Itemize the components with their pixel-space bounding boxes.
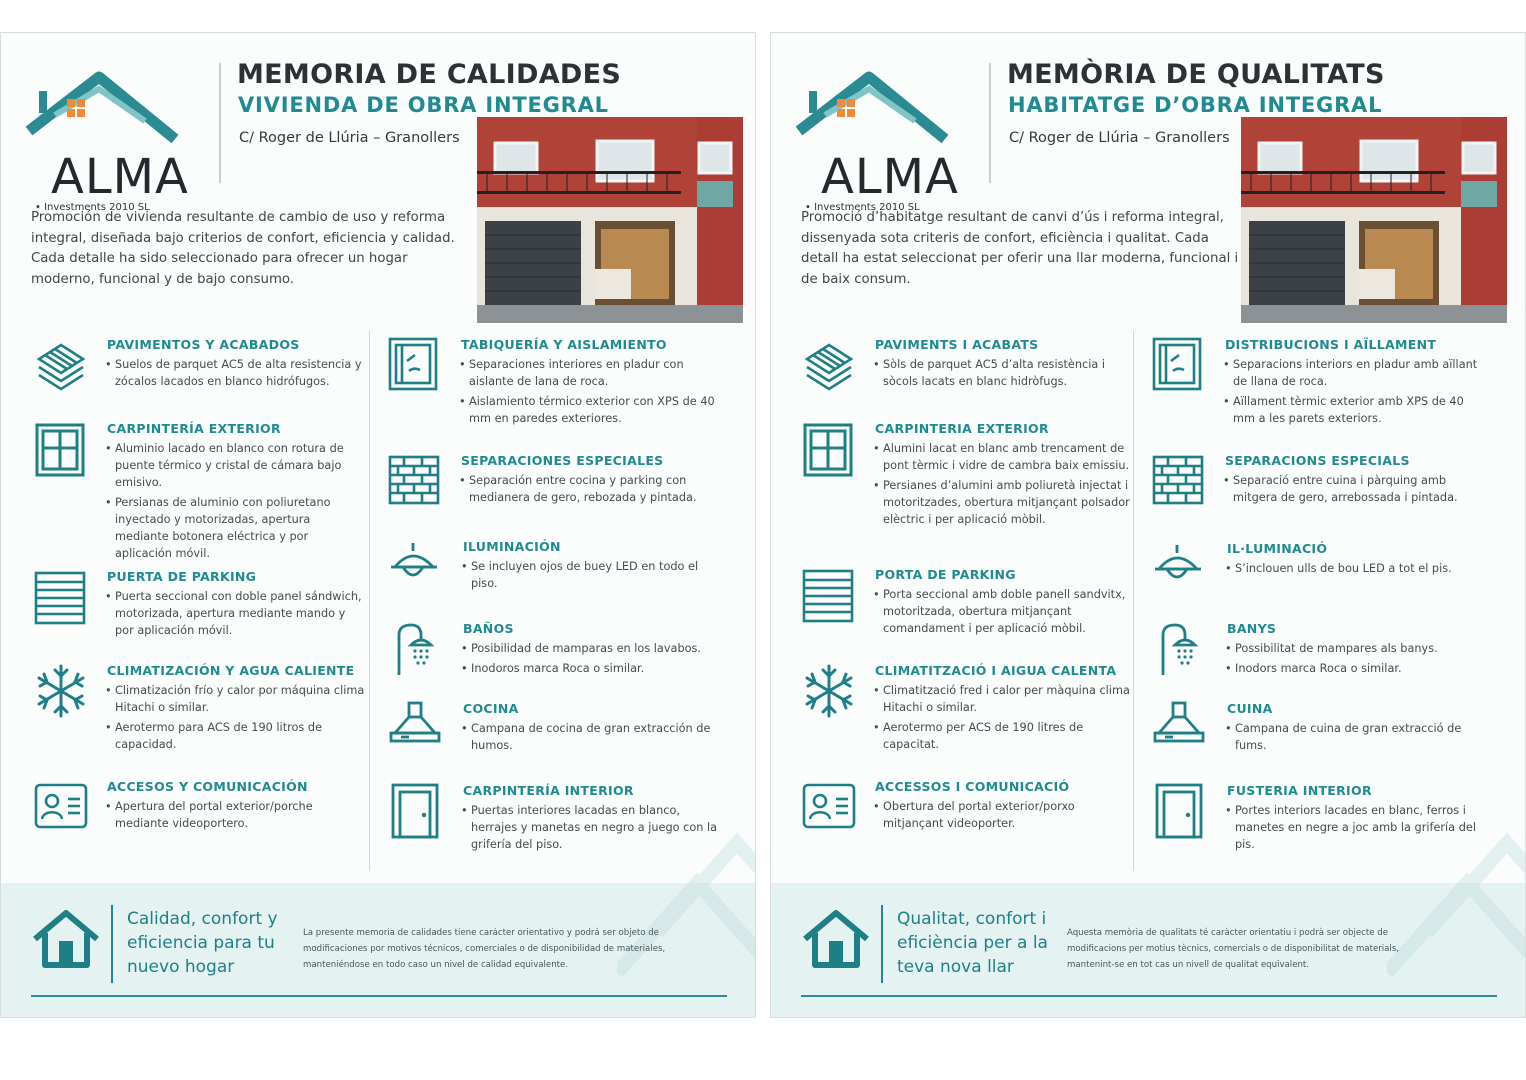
feature-title: COCINA bbox=[463, 701, 519, 716]
building-photo bbox=[477, 117, 743, 323]
partition-icon bbox=[1151, 337, 1207, 393]
feature-bullet: • Obertura del portal exterior/porxo mitjançant videoporter. bbox=[873, 798, 1135, 832]
feature-bullet: • Puertas interiores lacadas en blanco, herrajes y manetas en negro a juego con la grifería del piso. bbox=[461, 802, 723, 853]
footer-slogan: Calidad, confort y eficiencia para tu nuevo hogar bbox=[127, 909, 278, 977]
intro-paragraph: Promoción de vivienda resultante de cambio de uso y reforma integral, diseñada bajo criterios de confort, eficiencia y calidad. Cada detalle ha sido seleccionado para ofrecer un hogar moderno, funcional y de bajo consumo. bbox=[31, 210, 455, 287]
feature-bullet: • Inodors marca Roca o similar. bbox=[1225, 660, 1487, 677]
feature-bullet: • Climatización frío y calor por máquina clima Hitachi o similar. bbox=[105, 682, 367, 716]
feature-bullet: • Climatització fred i calor per màquina clima Hitachi o similar. bbox=[873, 682, 1135, 716]
feature-bullet: • Separaciones interiores en pladur con aislante de lana de roca. bbox=[459, 356, 721, 390]
feature-bullet: • Campana de cuina de gran extracció de fums. bbox=[1225, 720, 1487, 754]
feature-bullet: • Aluminio lacado en blanco con rotura de puente térmico y cristal de cámara bajo emisivo. bbox=[105, 440, 367, 491]
feature-title: CLIMATIZACIÓN Y AGUA CALIENTE bbox=[107, 663, 355, 678]
feature-title: CARPINTERÍA EXTERIOR bbox=[107, 421, 281, 436]
feature-bullet: • Campana de cocina de gran extracción de humos. bbox=[461, 720, 723, 754]
intercom-icon bbox=[801, 779, 857, 835]
feature-title: CARPINTERIA EXTERIOR bbox=[875, 421, 1049, 436]
snowflake-icon bbox=[33, 663, 89, 719]
feature-title: CUINA bbox=[1227, 701, 1273, 716]
brick-wall-icon bbox=[387, 453, 443, 509]
feature-bullet: • Separacions interiors en pladur amb aïllant de llana de roca. bbox=[1223, 356, 1485, 390]
feature-bullet: • S’inclouen ulls de bou LED a tot el pis. bbox=[1225, 560, 1487, 577]
feature-bullet: • Portes interiors lacades en blanc, ferros i manetes en negre a joc amb la grifería del pis. bbox=[1225, 802, 1487, 853]
feature-bullet: • Alumini lacat en blanc amb trencament de pont tèrmic i vidre de cambra baix emissiu. bbox=[873, 440, 1135, 474]
feature-title: SEPARACIONES ESPECIALES bbox=[461, 453, 664, 468]
shower-icon bbox=[1153, 621, 1209, 677]
footer-rule bbox=[31, 995, 727, 997]
brick-wall-icon bbox=[1151, 453, 1207, 509]
header-divider bbox=[989, 63, 991, 183]
feature-bullet: • Aerotermo per ACS de 190 litres de capacitat. bbox=[873, 719, 1135, 753]
feature-title: PAVIMENTOS Y ACABADOS bbox=[107, 337, 300, 352]
house-icon bbox=[801, 907, 871, 969]
feature-bullet: • Possibilitat de mampares als banys. bbox=[1225, 640, 1487, 657]
feature-title: PAVIMENTS I ACABATS bbox=[875, 337, 1039, 352]
feature-bullet: • Apertura del portal exterior/porche mediante videoportero. bbox=[105, 798, 367, 832]
window-icon bbox=[801, 421, 857, 477]
intro-paragraph: Promoció d’habitatge resultant de canvi d’ús i reforma integral, dissenyada sota criteris de confort, eficiència i qualitat. Cada detall ha estat seleccionat per oferir una llar moderna, funcional i de baix consum. bbox=[801, 210, 1239, 287]
parquet-icon bbox=[33, 337, 89, 393]
footer-rule bbox=[801, 995, 1497, 997]
feature-bullet: • Aislamiento térmico exterior con XPS de 40 mm en paredes exteriores. bbox=[459, 393, 721, 427]
feature-bullet: • Porta seccional amb doble panell sandvitx, motoritzada, obertura mitjançant comandament i per aplicació mòbil. bbox=[873, 586, 1135, 637]
partition-icon bbox=[387, 337, 443, 393]
footer-divider bbox=[111, 905, 113, 983]
snowflake-icon bbox=[801, 663, 857, 719]
logo-subtitle: • Investments 2010 SL bbox=[35, 202, 150, 213]
feature-bullet: • Aerotermo para ACS de 190 litros de capacidad. bbox=[105, 719, 367, 753]
feature-bullet: • Se incluyen ojos de buey LED en todo el piso. bbox=[461, 558, 723, 592]
ceiling-light-icon bbox=[389, 539, 445, 595]
door-icon bbox=[389, 783, 445, 839]
feature-title: ACCESOS Y COMUNICACIÓN bbox=[107, 779, 308, 794]
feature-title: TABIQUERÍA Y AISLAMIENTO bbox=[461, 337, 667, 352]
house-icon bbox=[31, 907, 101, 969]
feature-bullet: • Suelos de parquet AC5 de alta resistencia y zócalos lacados en blanco hidrófugos. bbox=[105, 356, 367, 390]
parquet-icon bbox=[801, 337, 857, 393]
garage-door-icon bbox=[801, 567, 857, 623]
cooker-hood-icon bbox=[1153, 701, 1209, 757]
logo-wordmark: ALMA bbox=[51, 149, 189, 205]
feature-bullet: • Posibilidad de mamparas en los lavabos. bbox=[461, 640, 723, 657]
feature-title: IL·LUMINACIÓ bbox=[1227, 541, 1328, 556]
header-divider bbox=[219, 63, 221, 183]
feature-title: CLIMATITZACIÓ I AIGUA CALENTA bbox=[875, 663, 1117, 678]
footer-slogan: Qualitat, confort i eficiència per a la teva nova llar bbox=[897, 909, 1048, 977]
address: C/ Roger de Llúria – Granollers bbox=[239, 130, 460, 146]
building-photo bbox=[1241, 117, 1507, 323]
feature-bullet: • Puerta seccional con doble panel sándwich, motorizada, apertura mediante mando y por aplicación móvil. bbox=[105, 588, 367, 639]
feature-title: BANYS bbox=[1227, 621, 1277, 636]
feature-bullet: • Separación entre cocina y parking con medianera de gero, rebozada y pintada. bbox=[459, 472, 721, 506]
quality-sheet-spanish bbox=[0, 32, 756, 1018]
feature-title: CARPINTERÍA INTERIOR bbox=[463, 783, 634, 798]
garage-door-icon bbox=[33, 569, 89, 625]
cooker-hood-icon bbox=[389, 701, 445, 757]
logo-subtitle: • Investments 2010 SL bbox=[805, 202, 920, 213]
feature-title: SEPARACIONS ESPECIALS bbox=[1225, 453, 1410, 468]
footer-disclaimer: La presente memoria de calidades tiene carácter orientativo y podrá ser objeto de modificaciones por motivos técnicos, comerciales o de disponibilidad de materiales, manteniéndose en todo caso un nivel de calidad equivalente. bbox=[303, 928, 666, 970]
feature-bullet: • Persianes d’alumini amb poliuretà injectat i motoritzades, obertura mitjançant polsador elèctric i per aplicació mòbil. bbox=[873, 477, 1135, 528]
feature-title: BAÑOS bbox=[463, 621, 514, 636]
footer-disclaimer: Aquesta memòria de qualitats té caràcter orientatiu i podrà ser objecte de modificacions per motius tècnics, comercials o de disponibilitat de materials, mantenint-se en tot cas un nivell de qualitat equivalent. bbox=[1067, 928, 1400, 970]
column-divider bbox=[369, 331, 370, 871]
window-icon bbox=[33, 421, 89, 477]
feature-title: ILUMINACIÓN bbox=[463, 539, 561, 554]
feature-bullet: • Separació entre cuina i pàrquing amb mitgera de gero, arrebossada i pintada. bbox=[1223, 472, 1485, 506]
footer-band bbox=[771, 883, 1526, 1018]
door-icon bbox=[1153, 783, 1209, 839]
logo-wordmark: ALMA bbox=[821, 149, 959, 205]
page-title: MEMORIA DE CALIDADES bbox=[237, 59, 622, 90]
feature-title: ACCESSOS I COMUNICACIÓ bbox=[875, 779, 1070, 794]
alma-logo bbox=[795, 69, 985, 219]
feature-bullet: • Aïllament tèrmic exterior amb XPS de 40 mm a les parets exteriors. bbox=[1223, 393, 1485, 427]
page-subtitle: VIVIENDA DE OBRA INTEGRAL bbox=[238, 93, 609, 117]
footer-divider bbox=[881, 905, 883, 983]
alma-logo bbox=[25, 69, 215, 219]
footer-band bbox=[1, 883, 756, 1018]
feature-bullet: • Inodoros marca Roca o similar. bbox=[461, 660, 723, 677]
feature-title: FUSTERIA INTERIOR bbox=[1227, 783, 1372, 798]
quality-sheet-catalan bbox=[770, 32, 1526, 1018]
page-title: MEMÒRIA DE QUALITATS bbox=[1007, 59, 1385, 90]
ceiling-light-icon bbox=[1153, 541, 1209, 597]
feature-title: PORTA DE PARKING bbox=[875, 567, 1016, 582]
feature-title: PUERTA DE PARKING bbox=[107, 569, 257, 584]
intercom-icon bbox=[33, 779, 89, 835]
address: C/ Roger de Llúria – Granollers bbox=[1009, 130, 1230, 146]
shower-icon bbox=[389, 621, 445, 677]
feature-title: DISTRIBUCIONS I AÏLLAMENT bbox=[1225, 337, 1437, 352]
feature-bullet: • Persianas de aluminio con poliuretano inyectado y motorizadas, apertura mediante botonera eléctrica y por aplicación móvil. bbox=[105, 494, 367, 562]
page-subtitle: HABITATGE D’OBRA INTEGRAL bbox=[1008, 93, 1383, 117]
feature-bullet: • Sòls de parquet AC5 d’alta resistència i sòcols lacats en blanc hidròfugs. bbox=[873, 356, 1135, 390]
